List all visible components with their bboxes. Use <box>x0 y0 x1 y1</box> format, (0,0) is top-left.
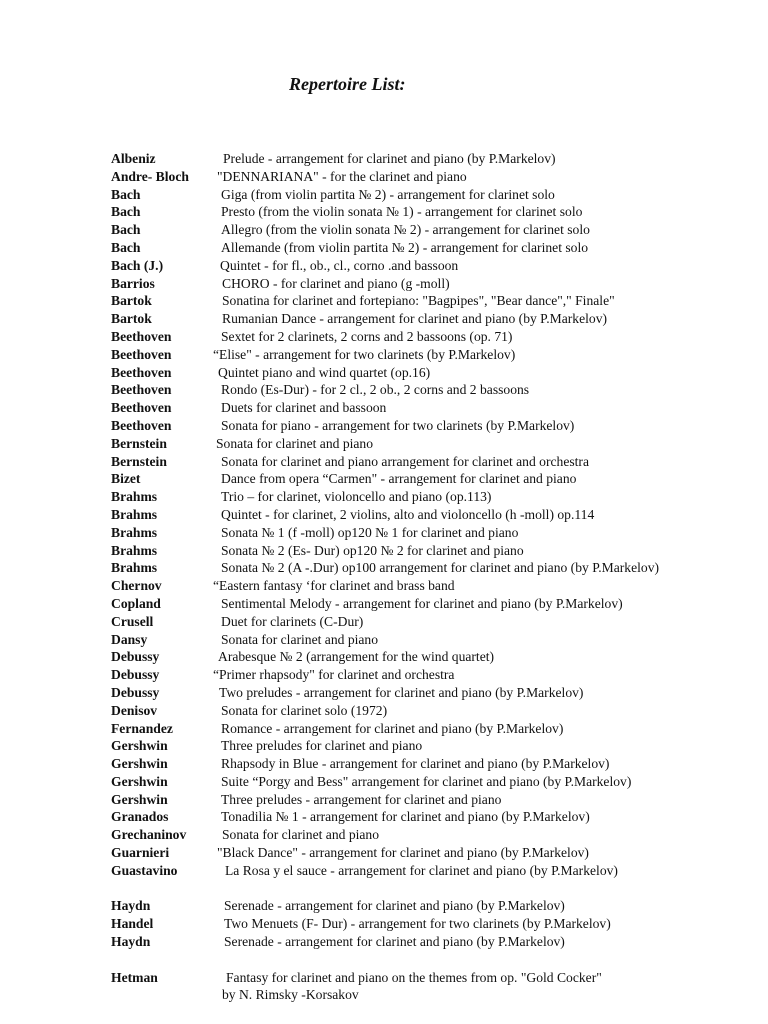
page-title: Repertoire List: <box>289 74 406 94</box>
list-item <box>0 275 768 293</box>
work-title: Prelude - arrangement for clarinet and piano (by P.Markelov) <box>223 151 556 166</box>
work-title: Sonata for clarinet and piano <box>216 435 374 451</box>
work-title: by N. Rimsky -Korsakov <box>222 987 359 1003</box>
list-item <box>0 737 768 755</box>
work-title: Suite “Porgy and Bess" arrangement for clarinet and piano (by P.Markelov) <box>221 773 632 789</box>
composer-name: Bach <box>111 239 141 255</box>
composer-name: Andre- Bloch <box>111 168 189 184</box>
work-title: Trio – for clarinet, violoncello and piano (op.113) <box>221 489 492 505</box>
list-item <box>0 506 768 524</box>
work-title: Serenade - arrangement for clarinet and piano (by P.Markelov) <box>224 898 565 914</box>
work-title: “Primer rhapsody" for clarinet and orchestra <box>213 667 455 683</box>
work-title: Sonatina for clarinet and fortepiano: "Bagpipes", "Bear dance"," Finale" <box>222 293 615 309</box>
list-item <box>0 613 768 631</box>
list-item <box>0 488 768 506</box>
list-item <box>0 239 768 257</box>
list-item <box>0 559 768 577</box>
composer-name: Brahms <box>111 506 158 522</box>
work-title: Romance - arrangement for clarinet and piano (by P.Markelov) <box>221 720 564 736</box>
composer-name: Beethoven <box>111 346 172 362</box>
work-title: Serenade - arrangement for clarinet and piano (by P.Markelov) <box>224 934 565 950</box>
composer-name: Brahms <box>111 560 158 576</box>
work-title: Quintet - for clarinet, 2 violins, alto and violoncello (h -moll) op.114 <box>221 506 595 522</box>
list-item <box>0 897 768 915</box>
work-title: Sonata for clarinet and piano <box>221 631 379 647</box>
composer-name: Beethoven <box>111 364 172 380</box>
work-title: Dance from opera “Carmen" - arrangement for clarinet and piano <box>221 471 577 487</box>
work-title: Sonata for clarinet and piano <box>222 827 380 843</box>
list-item <box>0 399 768 417</box>
list-item <box>0 453 768 471</box>
work-title: Sonata № 2 (Es- Dur) op120 № 2 for clarinet and piano <box>221 542 524 558</box>
composer-name: Beethoven <box>111 417 172 433</box>
work-title: La Rosa y el sauce - arrangement for clarinet and piano (by P.Markelov) <box>225 862 618 878</box>
composer-name: Dansy <box>111 631 148 647</box>
work-title: Tonadilia № 1 - arrangement for clarinet and piano (by P.Markelov) <box>221 809 590 825</box>
composer-name: Fernandez <box>111 720 173 736</box>
list-item <box>0 702 768 720</box>
work-title: Sonata № 2 (A -.Dur) op100 arrangement for clarinet and piano (by P.Markelov) <box>221 560 660 576</box>
composer-name: Copland <box>111 595 161 611</box>
list-item <box>0 542 768 560</box>
list-item <box>0 470 768 488</box>
composer-name: Hetman <box>111 969 158 985</box>
list-item <box>0 933 768 951</box>
composer-name: Bartok <box>111 293 152 309</box>
composer-name: Bach <box>111 186 141 202</box>
work-title: Sonata for piano - arrangement for two clarinets (by P.Markelov) <box>221 417 575 433</box>
composer-name: Beethoven <box>111 328 172 344</box>
composer-name: Debussy <box>111 649 160 665</box>
work-title: Giga (from violin partita № 2) - arrangement for clarinet solo <box>221 186 555 202</box>
composer-name: Gershwin <box>111 791 168 807</box>
composer-name: Albeniz <box>111 151 156 166</box>
list-item <box>0 346 768 364</box>
list-item <box>0 986 768 1004</box>
composer-name: Brahms <box>111 542 158 558</box>
work-title: "DENNARIANA" - for the clarinet and piano <box>217 168 467 184</box>
composer-name: Beethoven <box>111 382 172 398</box>
list-item <box>0 435 768 453</box>
list-item <box>0 257 768 275</box>
list-item <box>0 862 768 880</box>
list-item <box>0 773 768 791</box>
composer-name: Bach (J.) <box>111 257 164 273</box>
composer-name: Beethoven <box>111 400 172 416</box>
composer-name: Haydn <box>111 898 151 914</box>
composer-name: Gershwin <box>111 773 168 789</box>
list-item <box>0 915 768 933</box>
list-item <box>0 524 768 542</box>
list-item <box>0 417 768 435</box>
composer-name: Gershwin <box>111 756 168 772</box>
work-title: Rhapsody in Blue - arrangement for clarinet and piano (by P.Markelov) <box>221 756 610 772</box>
composer-name: Guastavino <box>111 862 178 878</box>
work-title: "Black Dance" - arrangement for clarinet and piano (by P.Markelov) <box>217 845 589 861</box>
list-item <box>0 150 768 168</box>
composer-name: Gershwin <box>111 738 168 754</box>
work-title: Sonata for clarinet solo (1972) <box>221 702 388 718</box>
list-item <box>0 186 768 204</box>
list-item <box>0 808 768 826</box>
composer-name: Brahms <box>111 489 158 505</box>
list-item <box>0 648 768 666</box>
list-item <box>0 292 768 310</box>
work-title: Two preludes - arrangement for clarinet and piano (by P.Markelov) <box>219 684 584 700</box>
list-item <box>0 577 768 595</box>
repertoire-list <box>0 150 768 1004</box>
work-title: Sonata № 1 (f -moll) op120 № 1 for clarinet and piano <box>221 524 519 540</box>
list-item <box>0 631 768 649</box>
list-item <box>0 791 768 809</box>
composer-name: Barrios <box>111 275 155 291</box>
list-item <box>0 168 768 186</box>
list-item <box>0 595 768 613</box>
composer-name: Granados <box>111 809 169 825</box>
list-item <box>0 221 768 239</box>
work-title: Rumanian Dance - arrangement for clarinet and piano (by P.Markelov) <box>222 311 608 327</box>
work-title: “Eastern fantasy ‘for clarinet and brass band <box>213 578 455 594</box>
work-title: Duet for clarinets (C-Dur) <box>221 613 364 629</box>
work-title: Two Menuets (F- Dur) - arrangement for two clarinets (by P.Markelov) <box>224 916 611 932</box>
list-item <box>0 826 768 844</box>
list-item <box>0 666 768 684</box>
work-title: Quintet piano and wind quartet (op.16) <box>218 364 431 380</box>
composer-name: Guarnieri <box>111 845 170 861</box>
list-item <box>0 328 768 346</box>
list-item <box>0 720 768 738</box>
composer-name: Debussy <box>111 667 160 683</box>
composer-name: Handel <box>111 916 154 932</box>
list-item <box>0 203 768 221</box>
list-item <box>0 310 768 328</box>
composer-name: Grechaninov <box>111 827 187 843</box>
composer-name: Bernstein <box>111 435 167 451</box>
work-title: “Elise" - arrangement for two clarinets (by P.Markelov) <box>213 346 516 362</box>
composer-name: Bernstein <box>111 453 167 469</box>
composer-name: Debussy <box>111 684 160 700</box>
composer-name: Denisov <box>111 702 158 718</box>
composer-name: Bartok <box>111 311 152 327</box>
work-title: Quintet - for fl., ob., cl., corno .and bassoon <box>220 257 459 273</box>
composer-name: Bizet <box>111 471 141 487</box>
composer-name: Haydn <box>111 934 151 950</box>
composer-name: Bach <box>111 222 141 238</box>
composer-name: Chernov <box>111 578 162 594</box>
list-item <box>0 684 768 702</box>
work-title: Sextet for 2 clarinets, 2 corns and 2 bassoons (op. 71) <box>221 328 513 344</box>
work-title: Three preludes for clarinet and piano <box>221 738 423 754</box>
list-item <box>0 381 768 399</box>
work-title: CHORO - for clarinet and piano (g -moll) <box>222 275 450 291</box>
work-title: Duets for clarinet and bassoon <box>221 400 387 416</box>
work-title: Presto (from the violin sonata № 1) - arrangement for clarinet solo <box>221 204 583 220</box>
work-title: Sentimental Melody - arrangement for clarinet and piano (by P.Markelov) <box>221 595 623 611</box>
list-item <box>0 364 768 382</box>
list-item <box>0 969 768 987</box>
work-title: Allemande (from violin partita № 2) - arrangement for clarinet solo <box>221 239 589 255</box>
composer-name: Crusell <box>111 613 154 629</box>
work-title: Allegro (from the violin sonata № 2) - arrangement for clarinet solo <box>221 222 590 238</box>
composer-name: Brahms <box>111 524 158 540</box>
composer-name: Bach <box>111 204 141 220</box>
work-title: Fantasy for clarinet and piano on the themes from op. "Gold Cocker" <box>226 969 602 985</box>
list-item <box>0 844 768 862</box>
work-title: Sonata for clarinet and piano arrangement for clarinet and orchestra <box>221 453 589 469</box>
work-title: Rondo (Es-Dur) - for 2 cl., 2 ob., 2 corns and 2 bassoons <box>221 382 530 398</box>
work-title: Three preludes - arrangement for clarinet and piano <box>221 791 502 807</box>
work-title: Arabesque № 2 (arrangement for the wind quartet) <box>218 649 495 665</box>
list-item <box>0 755 768 773</box>
